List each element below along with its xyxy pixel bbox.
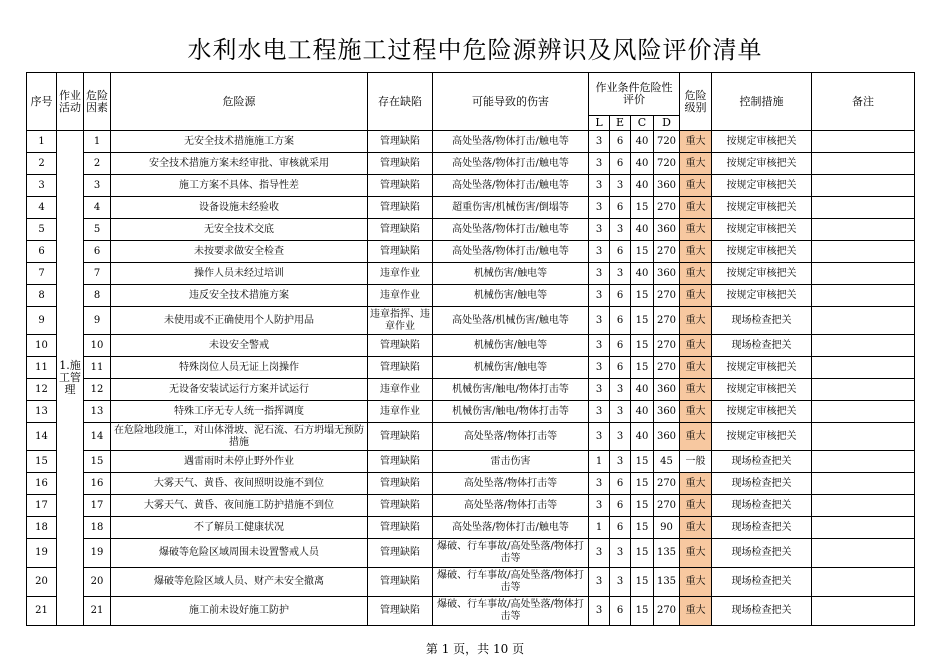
cell-level: 重大 [680,219,712,241]
cell-C: 15 [631,285,654,307]
cell-defect: 管理缺陷 [368,451,433,473]
cell-level: 重大 [680,357,712,379]
cell-defect: 管理缺陷 [368,197,433,219]
cell-measure: 按规定审核把关 [712,153,812,175]
cell-E: 3 [610,539,631,568]
cell-E: 3 [610,401,631,423]
cell-measure: 按规定审核把关 [712,175,812,197]
cell-D: 270 [654,307,680,335]
cell-L: 3 [589,153,610,175]
cell-harm: 高处坠落/物体打击/触电等 [433,241,589,263]
cell-level: 重大 [680,473,712,495]
cell-factor: 1 [84,131,111,153]
cell-factor: 10 [84,335,111,357]
cell-defect: 管理缺陷 [368,335,433,357]
cell-E: 6 [610,357,631,379]
table-row [27,379,915,401]
cell-D: 360 [654,423,680,451]
cell-factor: 5 [84,219,111,241]
cell-defect: 管理缺陷 [368,539,433,568]
cell-C: 15 [631,357,654,379]
cell-hazard: 施工前未设好施工防护 [111,597,368,626]
cell-level: 重大 [680,423,712,451]
cell-seq: 10 [27,335,57,357]
cell-E: 3 [610,379,631,401]
cell-D: 360 [654,379,680,401]
page-title: 水利水电工程施工过程中危险源辨识及风险评价清单 [187,36,763,64]
cell-D: 360 [654,175,680,197]
cell-seq: 16 [27,473,57,495]
cell-factor: 17 [84,495,111,517]
cell-measure: 现场检查把关 [712,473,812,495]
cell-note [812,285,915,307]
cell-harm: 超重伤害/机械伤害/倒塌等 [433,197,589,219]
cell-measure: 现场检查把关 [712,517,812,539]
cell-seq: 6 [27,241,57,263]
cell-factor: 4 [84,197,111,219]
cell-defect: 管理缺陷 [368,597,433,626]
cell-factor: 16 [84,473,111,495]
cell-measure: 现场检查把关 [712,451,812,473]
cell-C: 15 [631,197,654,219]
cell-measure: 按规定审核把关 [712,263,812,285]
cell-measure: 现场检查把关 [712,539,812,568]
table-row [27,307,915,335]
cell-C: 15 [631,241,654,263]
cell-L: 3 [589,357,610,379]
cell-hazard: 遇雷雨时未停止野外作业 [111,451,368,473]
cell-defect: 管理缺陷 [368,357,433,379]
cell-D: 360 [654,401,680,423]
header-D: D [654,116,680,131]
cell-seq: 4 [27,197,57,219]
cell-measure: 按规定审核把关 [712,379,812,401]
cell-C: 15 [631,517,654,539]
table-row [27,473,915,495]
cell-C: 15 [631,568,654,597]
cell-note [812,307,915,335]
cell-note [812,473,915,495]
cell-L: 3 [589,379,610,401]
cell-harm: 机械伤害/触电等 [433,335,589,357]
cell-C: 40 [631,131,654,153]
cell-defect: 违章作业 [368,285,433,307]
cell-D: 270 [654,495,680,517]
cell-defect: 管理缺陷 [368,131,433,153]
cell-E: 6 [610,335,631,357]
cell-harm: 机械伤害/触电等 [433,263,589,285]
cell-defect: 管理缺陷 [368,495,433,517]
cell-L: 3 [589,401,610,423]
cell-seq: 9 [27,307,57,335]
cell-hazard: 安全技术措施方案未经审批、审核就采用 [111,153,368,175]
cell-measure: 按规定审核把关 [712,219,812,241]
cell-D: 360 [654,219,680,241]
cell-factor: 13 [84,401,111,423]
cell-E: 6 [610,495,631,517]
cell-E: 6 [610,153,631,175]
cell-C: 15 [631,539,654,568]
cell-C: 40 [631,401,654,423]
cell-harm: 高处坠落/物体打击/触电等 [433,131,589,153]
cell-factor: 12 [84,379,111,401]
cell-measure: 现场检查把关 [712,597,812,626]
cell-seq: 8 [27,285,57,307]
cell-hazard: 大雾天气、黄昏、夜间照明设施不到位 [111,473,368,495]
cell-harm: 机械伤害/触电/物体打击等 [433,401,589,423]
cell-level: 重大 [680,263,712,285]
cell-E: 3 [610,423,631,451]
cell-D: 270 [654,285,680,307]
cell-L: 3 [589,473,610,495]
header-harm: 可能导致的伤害 [433,73,589,131]
cell-harm: 机械伤害/触电等 [433,357,589,379]
cell-D: 270 [654,241,680,263]
cell-C: 15 [631,335,654,357]
cell-defect: 管理缺陷 [368,568,433,597]
cell-seq: 20 [27,568,57,597]
cell-E: 6 [610,241,631,263]
cell-defect: 管理缺陷 [368,175,433,197]
header-hazard: 危险源 [111,73,368,131]
cell-level: 一般 [680,451,712,473]
cell-hazard: 特殊工序无专人统一指挥调度 [111,401,368,423]
cell-defect: 管理缺陷 [368,473,433,495]
cell-note [812,131,915,153]
cell-L: 3 [589,175,610,197]
cell-harm: 高处坠落/物体打击/触电等 [433,219,589,241]
table-row [27,153,915,175]
header-C: C [631,116,654,131]
cell-harm: 高处坠落/物体打击/触电等 [433,175,589,197]
cell-level: 重大 [680,597,712,626]
cell-L: 3 [589,568,610,597]
activity-cell: 1.施工管理 [57,131,84,626]
cell-note [812,401,915,423]
cell-L: 3 [589,197,610,219]
cell-measure: 按规定审核把关 [712,357,812,379]
cell-hazard: 无安全技术措施施工方案 [111,131,368,153]
cell-E: 6 [610,131,631,153]
cell-factor: 3 [84,175,111,197]
cell-seq: 13 [27,401,57,423]
cell-E: 3 [610,451,631,473]
cell-hazard: 未设安全警戒 [111,335,368,357]
cell-level: 重大 [680,241,712,263]
cell-D: 720 [654,153,680,175]
header-measure: 控制措施 [712,73,812,131]
cell-E: 3 [610,263,631,285]
cell-D: 720 [654,131,680,153]
table-row [27,568,915,597]
cell-level: 重大 [680,153,712,175]
cell-level: 重大 [680,517,712,539]
table-row [27,285,915,307]
cell-note [812,175,915,197]
cell-harm: 高处坠落/物体打击等 [433,495,589,517]
cell-L: 3 [589,495,610,517]
cell-hazard: 爆破等危险区域人员、财产未安全撤离 [111,568,368,597]
table-row [27,241,915,263]
cell-level: 重大 [680,335,712,357]
cell-level: 重大 [680,175,712,197]
cell-measure: 按规定审核把关 [712,131,812,153]
cell-D: 135 [654,568,680,597]
cell-L: 3 [589,307,610,335]
cell-L: 3 [589,241,610,263]
header-eval-group: 作业条件危险性评价 [589,73,680,116]
cell-C: 40 [631,379,654,401]
cell-seq: 19 [27,539,57,568]
cell-E: 3 [610,219,631,241]
cell-factor: 2 [84,153,111,175]
cell-hazard: 违反安全技术措施方案 [111,285,368,307]
cell-note [812,517,915,539]
cell-hazard: 未按要求做安全检查 [111,241,368,263]
cell-D: 90 [654,517,680,539]
cell-D: 270 [654,197,680,219]
cell-note [812,263,915,285]
cell-seq: 5 [27,219,57,241]
cell-C: 15 [631,597,654,626]
cell-note [812,153,915,175]
cell-note [812,423,915,451]
cell-factor: 15 [84,451,111,473]
cell-note [812,335,915,357]
table-row [27,175,915,197]
cell-seq: 7 [27,263,57,285]
header-level: 危险级别 [680,73,712,131]
cell-hazard: 施工方案不具体、指导性差 [111,175,368,197]
cell-note [812,495,915,517]
table-row [27,423,915,451]
cell-C: 15 [631,495,654,517]
cell-note [812,379,915,401]
cell-measure: 按规定审核把关 [712,423,812,451]
cell-hazard: 爆破等危险区域周围未设置警戒人员 [111,539,368,568]
cell-E: 6 [610,197,631,219]
cell-harm: 机械伤害/触电/物体打击等 [433,379,589,401]
cell-hazard: 特殊岗位人员无证上岗操作 [111,357,368,379]
cell-harm: 机械伤害/触电等 [433,285,589,307]
cell-factor: 6 [84,241,111,263]
cell-harm: 高处坠落/物体打击/触电等 [433,153,589,175]
cell-factor: 8 [84,285,111,307]
table-row [27,335,915,357]
cell-C: 40 [631,423,654,451]
cell-level: 重大 [680,495,712,517]
cell-measure: 现场检查把关 [712,307,812,335]
cell-level: 重大 [680,568,712,597]
cell-note [812,597,915,626]
cell-defect: 违章作业 [368,379,433,401]
cell-factor: 18 [84,517,111,539]
cell-level: 重大 [680,539,712,568]
cell-note [812,241,915,263]
cell-seq: 21 [27,597,57,626]
hazard-table [26,72,915,626]
table-body [27,131,915,626]
cell-D: 270 [654,357,680,379]
cell-L: 3 [589,263,610,285]
cell-hazard: 无设备安装试运行方案并试运行 [111,379,368,401]
table-row [27,131,915,153]
cell-seq: 17 [27,495,57,517]
cell-D: 45 [654,451,680,473]
cell-defect: 违章作业 [368,263,433,285]
cell-defect: 管理缺陷 [368,219,433,241]
cell-level: 重大 [680,285,712,307]
cell-L: 3 [589,335,610,357]
cell-factor: 20 [84,568,111,597]
table-row [27,597,915,626]
cell-harm: 高处坠落/物体打击/触电等 [433,517,589,539]
cell-measure: 现场检查把关 [712,495,812,517]
header-L: L [589,116,610,131]
cell-hazard: 未使用或不正确使用个人防护用品 [111,307,368,335]
cell-note [812,568,915,597]
cell-factor: 14 [84,423,111,451]
cell-note [812,539,915,568]
cell-measure: 按规定审核把关 [712,241,812,263]
cell-D: 270 [654,335,680,357]
cell-L: 3 [589,285,610,307]
cell-seq: 11 [27,357,57,379]
header-defect: 存在缺陷 [368,73,433,131]
cell-measure: 按规定审核把关 [712,401,812,423]
table-row [27,401,915,423]
cell-L: 1 [589,517,610,539]
cell-E: 6 [610,307,631,335]
cell-L: 3 [589,131,610,153]
cell-C: 40 [631,153,654,175]
cell-harm: 爆破、行车事故/高处坠落/物体打击等 [433,597,589,626]
cell-hazard: 大雾天气、黄昏、夜间施工防护措施不到位 [111,495,368,517]
cell-defect: 管理缺陷 [368,517,433,539]
cell-factor: 21 [84,597,111,626]
header-E: E [610,116,631,131]
cell-harm: 雷击伤害 [433,451,589,473]
cell-D: 360 [654,263,680,285]
cell-D: 135 [654,539,680,568]
table-row [27,495,915,517]
cell-L: 3 [589,423,610,451]
cell-level: 重大 [680,401,712,423]
cell-hazard: 操作人员未经过培训 [111,263,368,285]
cell-seq: 3 [27,175,57,197]
cell-seq: 1 [27,131,57,153]
cell-E: 6 [610,473,631,495]
cell-C: 40 [631,219,654,241]
cell-C: 15 [631,307,654,335]
cell-C: 40 [631,175,654,197]
cell-measure: 现场检查把关 [712,568,812,597]
cell-harm: 爆破、行车事故/高处坠落/物体打击等 [433,568,589,597]
cell-seq: 15 [27,451,57,473]
cell-L: 3 [589,539,610,568]
cell-seq: 2 [27,153,57,175]
cell-note [812,357,915,379]
cell-factor: 19 [84,539,111,568]
cell-harm: 高处坠落/物体打击等 [433,473,589,495]
cell-defect: 违章作业 [368,401,433,423]
cell-E: 3 [610,568,631,597]
cell-D: 270 [654,597,680,626]
cell-defect: 管理缺陷 [368,153,433,175]
table-row [27,539,915,568]
cell-defect: 管理缺陷 [368,423,433,451]
table-row [27,451,915,473]
header-activity: 作业活动 [57,73,84,131]
cell-harm: 爆破、行车事故/高处坠落/物体打击等 [433,539,589,568]
cell-E: 6 [610,285,631,307]
cell-defect: 违章指挥、违章作业 [368,307,433,335]
cell-E: 3 [610,175,631,197]
table-row [27,197,915,219]
cell-L: 1 [589,451,610,473]
cell-level: 重大 [680,197,712,219]
cell-hazard: 无安全技术交底 [111,219,368,241]
header-note: 备注 [812,73,915,131]
cell-factor: 9 [84,307,111,335]
cell-C: 40 [631,263,654,285]
cell-seq: 12 [27,379,57,401]
cell-measure: 按规定审核把关 [712,285,812,307]
cell-hazard: 设备设施未经验收 [111,197,368,219]
cell-seq: 14 [27,423,57,451]
cell-C: 15 [631,451,654,473]
cell-note [812,197,915,219]
cell-harm: 高处坠落/机械伤害/触电等 [433,307,589,335]
table-row [27,263,915,285]
cell-factor: 7 [84,263,111,285]
cell-note [812,219,915,241]
cell-hazard: 不了解员工健康状况 [111,517,368,539]
cell-E: 6 [610,517,631,539]
table-row [27,517,915,539]
cell-harm: 高处坠落/物体打击等 [433,423,589,451]
cell-factor: 11 [84,357,111,379]
cell-L: 3 [589,597,610,626]
cell-measure: 按规定审核把关 [712,197,812,219]
cell-hazard: 在危险地段施工，对山体滑坡、泥石流、石方坍塌无预防措施 [111,423,368,451]
cell-D: 270 [654,473,680,495]
header-factor: 危险因素 [84,73,111,131]
cell-L: 3 [589,219,610,241]
cell-level: 重大 [680,307,712,335]
header-seq: 序号 [27,73,57,131]
table-row [27,219,915,241]
cell-E: 6 [610,597,631,626]
cell-level: 重大 [680,379,712,401]
cell-measure: 现场检查把关 [712,335,812,357]
page-footer: 第 1 页，共 10 页 [425,642,525,656]
cell-note [812,451,915,473]
cell-C: 15 [631,473,654,495]
cell-defect: 管理缺陷 [368,241,433,263]
cell-seq: 18 [27,517,57,539]
cell-level: 重大 [680,131,712,153]
table-row [27,357,915,379]
